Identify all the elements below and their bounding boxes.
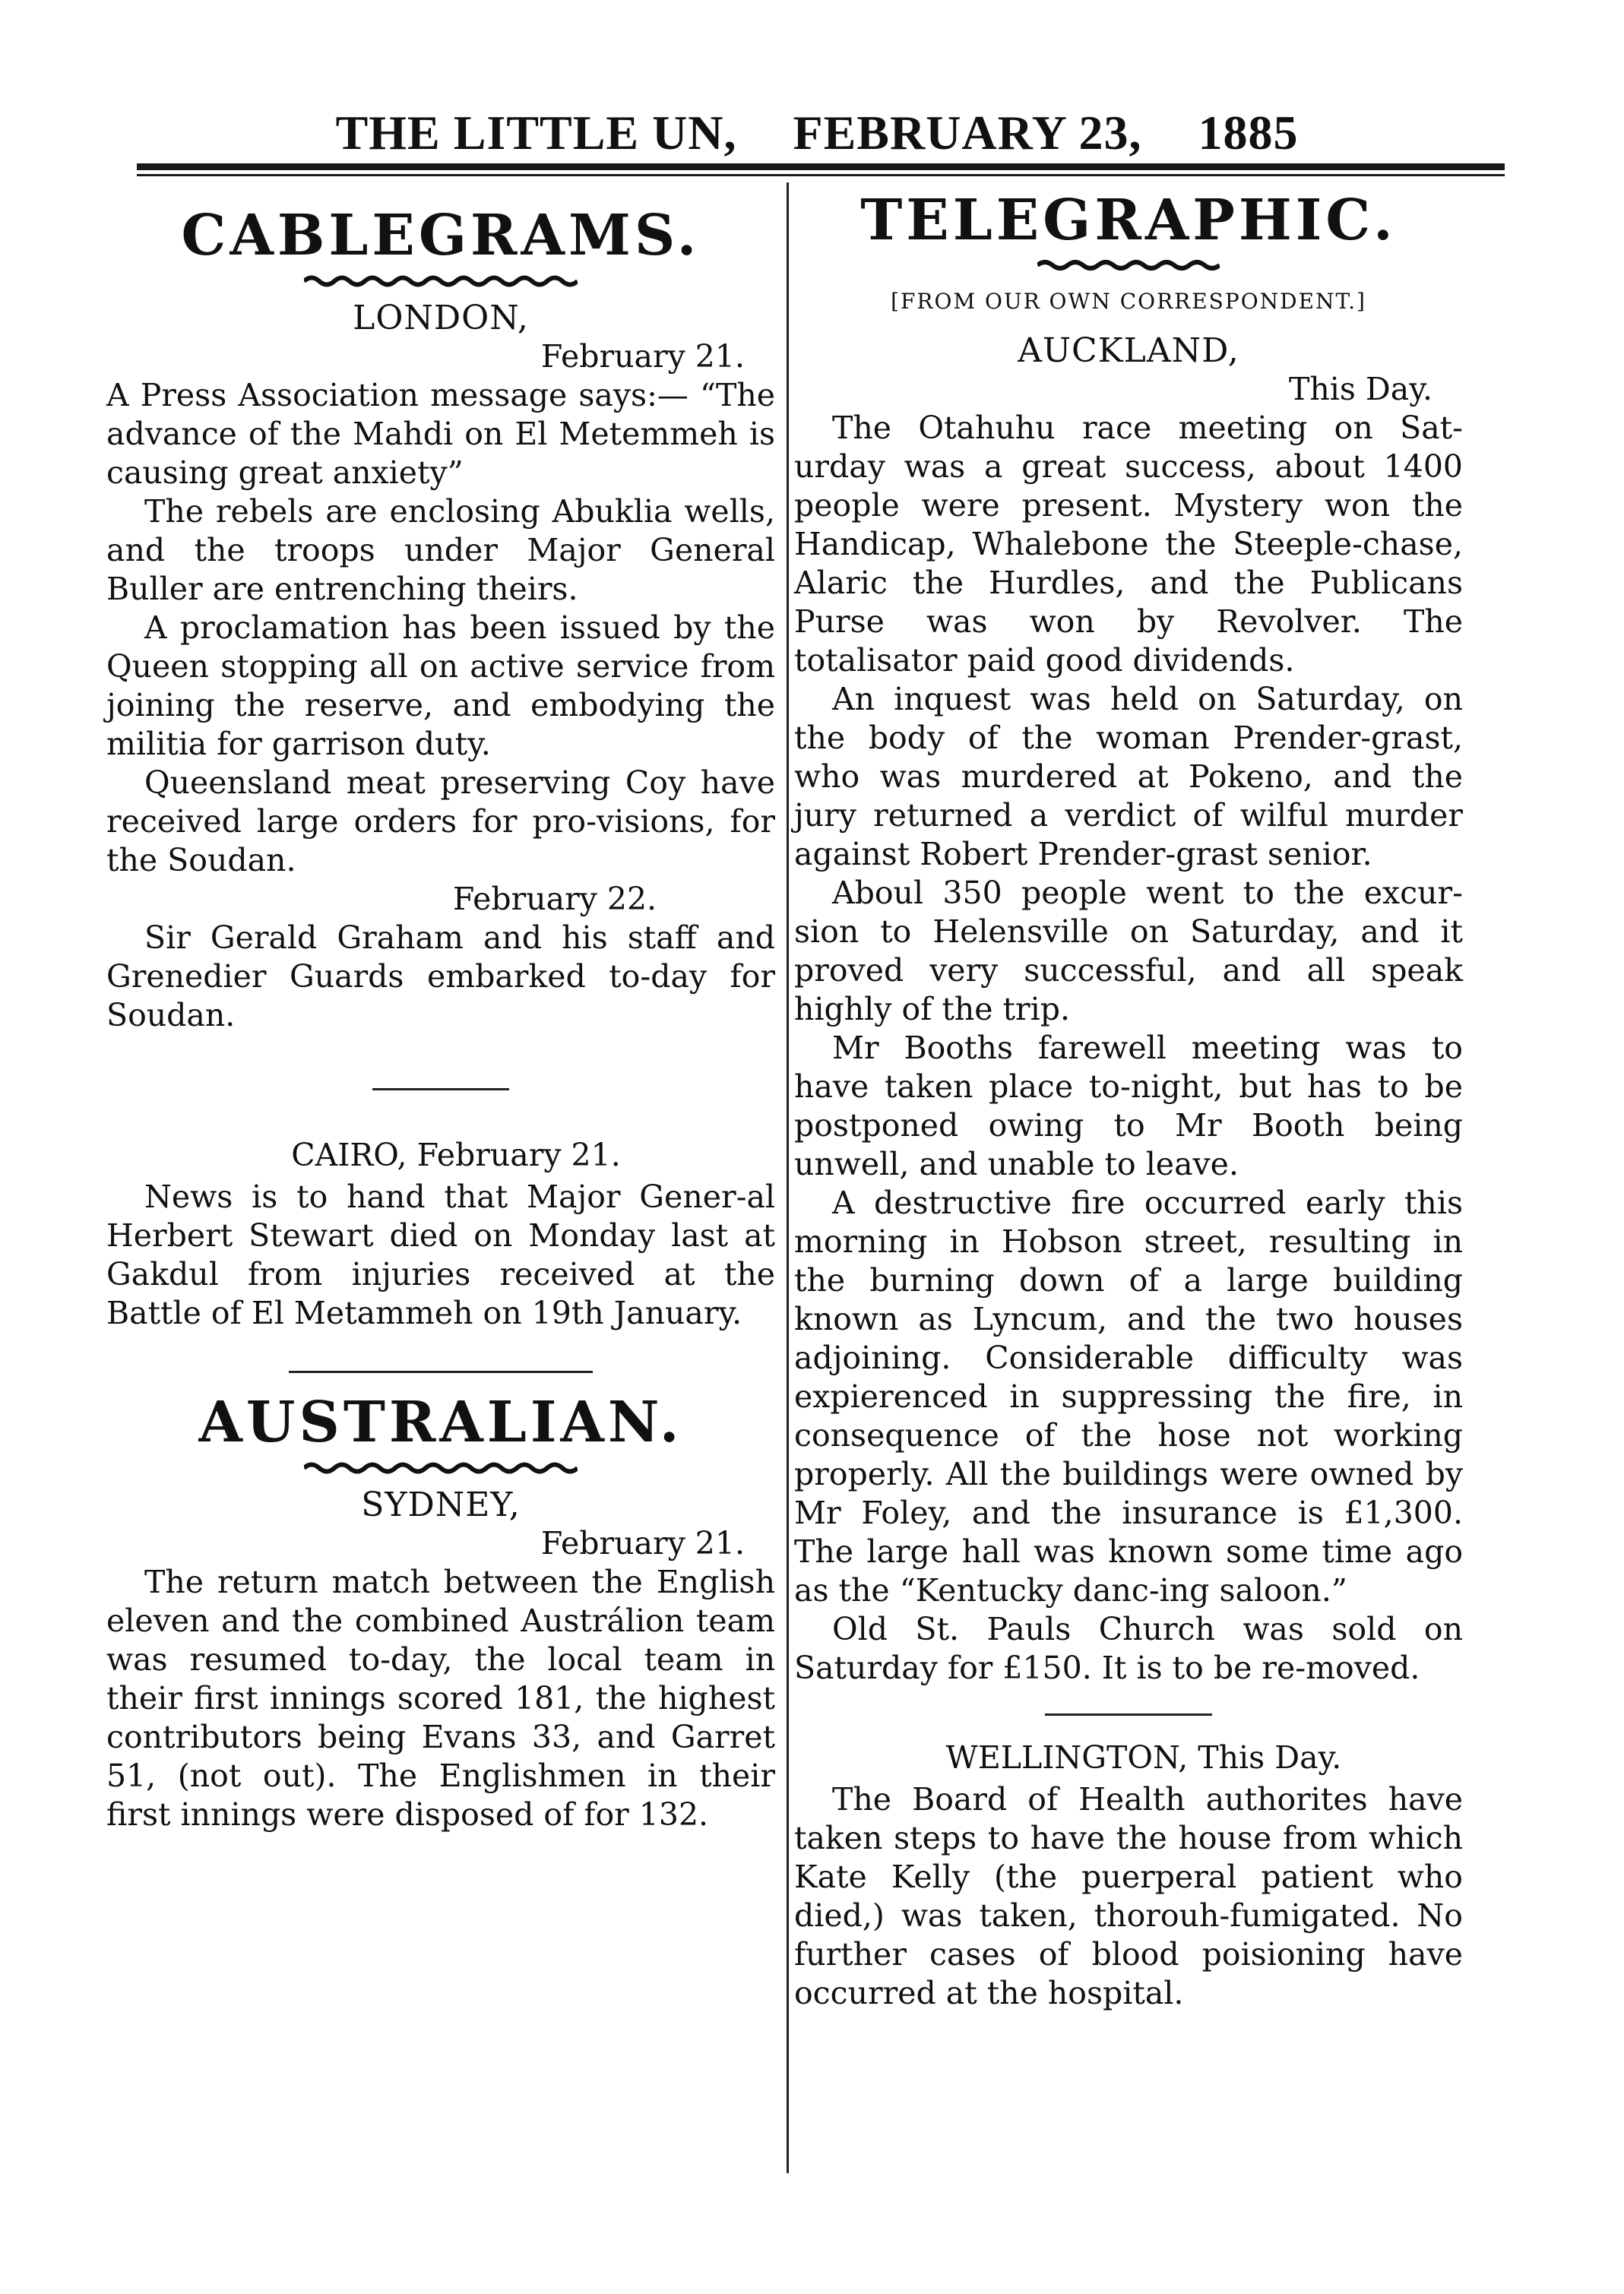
paragraph: Mr Booths farewell meeting was to have taken place to-night, but has to be postponed owing to Mr Booth being unwell, and unable to leave.: [794, 1030, 1463, 1182]
left-column: [106, 186, 775, 1834]
column-divider: [787, 182, 789, 2173]
squiggle-ornament: [1037, 259, 1220, 271]
paragraph: The return match between the English eleven and the combined Austrálion team was resumed to-day, the local team in their first innings scored 181, the highest contributors being Evans 33, and Garret 51, (not out). The Englishmen in their first innings were disposed of for 132.: [106, 1564, 775, 1833]
correspondent-note: [FROM OUR OWN CORRESPONDENT.]: [891, 289, 1366, 314]
masthead-rule: [137, 163, 1505, 170]
dateline-london: LONDON,: [353, 299, 529, 337]
section-divider: [372, 1088, 509, 1090]
paragraph: Old St. Pauls Church was sold on Saturday for £150. It is to be re-moved.: [794, 1611, 1463, 1686]
section-divider: [289, 1371, 593, 1373]
paragraph: The Board of Health authorites have taken steps to have the house from which Kate Kelly (the puerperal patient who died,) was taken, thorouh-fumigated. No further cases of blood poisioning have occurred at the hospital.: [794, 1781, 1463, 2011]
right-column: [794, 186, 1463, 2013]
paragraph: An inquest was held on Saturday, on the body of the woman Prender-grast, who was murdered at Pokeno, and the jury returned a verdict of wilful murder against Robert Prender-grast senior.: [794, 681, 1463, 872]
paragraph: The rebels are enclosing Abuklia wells, and the troops under Major General Buller are entrenching theirs.: [106, 493, 775, 607]
dateline-auckland: AUCKLAND,: [1018, 331, 1239, 370]
masthead-paper: THE LITTLE UN,: [335, 106, 737, 160]
paragraph: News is to hand that Major Gener-al Herbert Stewart died on Monday last at Gakdul from injuries received at the Battle of El Metammeh on 19th January.: [106, 1179, 775, 1331]
cablegrams-title: CABLEGRAMS.: [181, 203, 701, 268]
section-divider: [1045, 1713, 1212, 1716]
masthead: [137, 105, 1497, 161]
dateline-wellington: WELLINGTON, This Day.: [945, 1739, 1342, 1776]
date-auckland: This Day.: [1288, 371, 1432, 407]
masthead-rule-thin: [137, 174, 1505, 176]
paragraph: The Otahuhu race meeting on Sat-urday was a great success, about 1400 people were present. Mystery won the Handicap, Whalebone the Steeple-chase, Alaric the Hurdles, and the Publicans Purse was won by Revolver. The totalisator paid good dividends.: [794, 410, 1463, 679]
date-london-22: February 22.: [452, 881, 657, 917]
paragraph: Sir Gerald Graham and his staff and Grenedier Guards embarked to-day for Soudan.: [106, 919, 775, 1033]
squiggle-ornament: [304, 274, 578, 288]
dateline-cairo: CAIRO, February 21.: [291, 1137, 621, 1173]
australian-title: AUSTRALIAN.: [198, 1390, 683, 1455]
dateline-sydney: SYDNEY,: [361, 1486, 521, 1524]
squiggle-ornament: [304, 1461, 578, 1475]
masthead-year: 1885: [1198, 106, 1299, 160]
paragraph: Aboul 350 people went to the excur-sion to Helensville on Saturday, and it proved very successful, and all speak highly of the trip.: [794, 875, 1463, 1027]
paragraph: A proclamation has been issued by the Queen stopping all on active service from joining the reserve, and embodying the militia for garrison duty.: [106, 609, 775, 762]
paragraph: A Press Association message says:— “The advance of the Mahdi on El Metemmeh is causing great anxiety”: [106, 377, 775, 491]
date-london-21: February 21.: [540, 338, 745, 375]
masthead-date: FEBRUARY 23,: [793, 106, 1142, 160]
paragraph: Queensland meat preserving Coy have received large orders for pro-visions, for the Soudan.: [106, 764, 775, 878]
paragraph: A destructive fire occurred early this morning in Hobson street, resulting in the burning down of a large building known as Lyncum, and the two houses adjoining. Considerable difficulty was expierenced in suppressing the fire, in consequence of the hose not working properly. All the buildings were owned by Mr Foley, and the insurance is £1,300. The large hall was known some time ago as the “Kentucky danc-ing saloon.”: [794, 1185, 1463, 1609]
telegraphic-title: TELEGRAPHIC.: [860, 188, 1397, 253]
date-sydney: February 21.: [540, 1525, 745, 1562]
